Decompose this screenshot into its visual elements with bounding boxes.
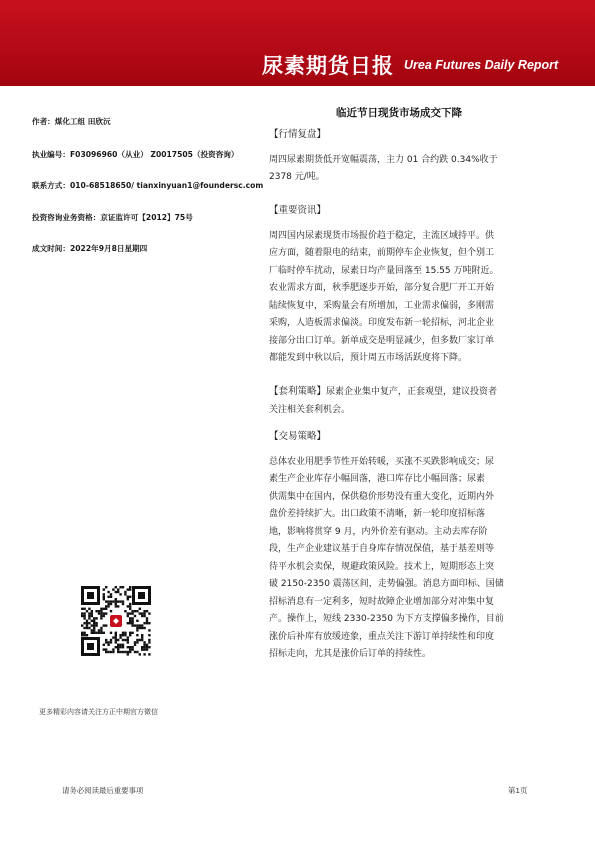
qr-module (105, 639, 107, 641)
qr-module (100, 612, 102, 614)
qr-module (148, 641, 150, 643)
qr-module (119, 644, 121, 646)
qr-module (127, 598, 129, 600)
qr-module (88, 617, 90, 619)
qr-module (107, 591, 109, 593)
text-line: 周四国内尿素现货市场报价趋于稳定，主流区域持平。供 (269, 230, 495, 241)
qr-module (86, 634, 88, 636)
qualification-line: 投资咨询业务资格：京证监许可【2012】75号 (32, 213, 193, 222)
qr-module (143, 653, 145, 655)
qr-module (124, 632, 126, 634)
qr-module (103, 593, 105, 595)
section-market-review (269, 126, 547, 187)
qr-module (127, 639, 129, 641)
report-header-banner (0, 0, 595, 86)
qr-module (115, 598, 117, 600)
qr-module (83, 615, 85, 617)
qr-module (119, 593, 121, 595)
qr-module (122, 651, 124, 653)
qr-module (83, 627, 85, 629)
qr-module (131, 617, 133, 619)
qr-module (91, 615, 93, 617)
qr-module (122, 603, 124, 605)
qr-module (91, 610, 93, 612)
qr-module (122, 639, 124, 641)
qr-module (143, 612, 145, 614)
qr-module (95, 610, 97, 612)
qr-module (88, 627, 90, 629)
footer-notice: 请务必阅读最后重要事项 (62, 786, 144, 795)
qr-module (91, 629, 93, 631)
report-title-cn: 尿素期货日报 (262, 54, 394, 78)
qr-module (129, 596, 131, 598)
qr-module (107, 596, 109, 598)
qr-module (91, 632, 93, 634)
qr-module (93, 620, 95, 622)
qr-module (131, 620, 133, 622)
qr-module (88, 622, 90, 624)
qr-module (148, 629, 150, 631)
qr-module (117, 646, 119, 648)
qr-module (115, 646, 117, 648)
section-body (269, 228, 545, 368)
text-span: 尿素企业集中复产，正套观望，建议投资者 (326, 387, 498, 397)
text-line: 地，影响将贯穿 9 月，内外价差有驱动。主动去库存阶 (269, 526, 488, 537)
qr-module (143, 646, 145, 648)
text-line: 素生产企业库存小幅回落，港口库存比小幅回落；尿素 (269, 474, 486, 484)
qr-module (127, 605, 129, 607)
qr-module (98, 612, 100, 614)
qr-module (129, 586, 131, 588)
qr-module (98, 632, 100, 634)
qr-module (146, 644, 148, 646)
contact-line: 联系方式：010-68518650/ tianxinyuan1@foundersc.com (32, 181, 264, 190)
qr-module (122, 634, 124, 636)
qr-module (110, 600, 112, 602)
qr-module (103, 648, 105, 650)
qr-module (105, 648, 107, 650)
qr-module (127, 615, 129, 617)
qr-module (141, 627, 143, 629)
qr-module (117, 644, 119, 646)
qr-module (119, 586, 121, 588)
text-line: 关注相关套利机会。 (269, 404, 351, 415)
qr-module (139, 639, 141, 641)
qr-module (115, 641, 117, 643)
qr-module (129, 603, 131, 605)
qr-module (115, 605, 117, 607)
qr-module (88, 612, 90, 614)
text-line: 招标消息有一定利多，短时故障企业增加部分对冲集中复 (269, 596, 495, 607)
qr-module (103, 596, 105, 598)
qr-module (81, 632, 83, 634)
qr-module (110, 641, 112, 643)
qr-module (136, 610, 138, 612)
qr-module (105, 651, 107, 653)
qr-module (141, 646, 143, 648)
qr-module (139, 627, 141, 629)
section-heading: 【行情复盘】 (269, 129, 327, 140)
qr-module (124, 639, 126, 641)
qr-module (139, 612, 141, 614)
qr-module (115, 639, 117, 641)
qr-module (86, 624, 88, 626)
qr-module (124, 591, 126, 593)
qr-module (148, 622, 150, 624)
qr-module (136, 627, 138, 629)
section-important-news (269, 202, 547, 368)
qr-module (110, 632, 112, 634)
qr-module (127, 596, 129, 598)
qr-module (122, 600, 124, 602)
qr-module (105, 600, 107, 602)
qr-module (93, 629, 95, 631)
text-line: 周四尿素期货低开宽幅震荡，主力 01 合约跌 0.34%收于 (269, 154, 498, 165)
qr-module (131, 612, 133, 614)
qr-module (141, 615, 143, 617)
text-line: 供需集中在国内，保供稳价形势没有重大变化，近期内外 (269, 491, 495, 502)
qr-module (127, 622, 129, 624)
qr-module (110, 651, 112, 653)
qr-module (86, 620, 88, 622)
qr-module (119, 600, 121, 602)
qr-module (115, 632, 117, 634)
qr-module (105, 612, 107, 614)
qr-module (117, 605, 119, 607)
qr-module (143, 641, 145, 643)
section-body (269, 383, 545, 419)
qr-module (100, 617, 102, 619)
qr-module (134, 644, 136, 646)
qr-module (88, 615, 90, 617)
qr-module (105, 605, 107, 607)
qr-module (100, 627, 102, 629)
qr-module (83, 612, 85, 614)
qr-module (115, 600, 117, 602)
qr-module (146, 622, 148, 624)
qr-module (83, 632, 85, 634)
qr-module (83, 608, 85, 610)
qr-module (115, 634, 117, 636)
qr-module (141, 612, 143, 614)
license-line: 执业编号：F03096960（从业） Z0017505（投资咨询） (32, 150, 239, 159)
qr-module (105, 586, 107, 588)
qr-module (93, 617, 95, 619)
qr-module (129, 651, 131, 653)
qr-module (110, 593, 112, 595)
qr-module (112, 648, 114, 650)
qr-module (98, 629, 100, 631)
qr-module (136, 639, 138, 641)
qr-module (105, 641, 107, 643)
qr-module (112, 651, 114, 653)
qr-module (143, 644, 145, 646)
qr-module (107, 644, 109, 646)
qr-module (127, 636, 129, 638)
qr-module (93, 624, 95, 626)
qr-module (103, 644, 105, 646)
qr-module (129, 646, 131, 648)
text-line: 产。操作上，短线 2330-2350 为下方支撑偏多操作，目前 (269, 614, 504, 624)
qr-module (136, 651, 138, 653)
qr-module (134, 641, 136, 643)
qr-module (86, 610, 88, 612)
qr-module (122, 644, 124, 646)
section-heading: 【交易策略】 (269, 431, 327, 442)
qr-module (146, 610, 148, 612)
qr-module (146, 620, 148, 622)
qr-module (146, 646, 148, 648)
qr-module (148, 639, 150, 641)
text-line: 陆续恢复中，采购量会有所增加，工业需求偏弱，多刚需 (269, 300, 495, 311)
qr-module (103, 598, 105, 600)
section-trading-strategy (269, 428, 547, 664)
qr-module (86, 622, 88, 624)
qr-module (91, 624, 93, 626)
qr-module (112, 588, 114, 590)
qr-module (115, 586, 117, 588)
qr-module (105, 624, 107, 626)
qr-module (110, 596, 112, 598)
qr-module (81, 612, 83, 614)
section-heading: 【套利策略】 (269, 386, 327, 397)
qr-module (134, 624, 136, 626)
qr-module (141, 634, 143, 636)
article-title: 临近节日现货市场成交下降 (336, 107, 462, 119)
qr-module (122, 586, 124, 588)
qr-module (131, 624, 133, 626)
qr-module (141, 648, 143, 650)
qr-module (139, 608, 141, 610)
text-line: 破 2150-2350 震荡区间，走势偏强。消息方面印标、国储 (269, 579, 504, 589)
qr-module (110, 610, 112, 612)
qr-module (93, 632, 95, 634)
qr-module (141, 636, 143, 638)
qr-module (124, 593, 126, 595)
qr-module (115, 591, 117, 593)
qr-module (112, 600, 114, 602)
section-body (269, 454, 545, 664)
qr-module (81, 608, 83, 610)
text-line: 农业需求方面，秋季肥逐步开始，部分复合肥厂开工开始 (269, 283, 495, 293)
qr-module (100, 615, 102, 617)
qr-module (100, 608, 102, 610)
qr-module (129, 632, 131, 634)
qr-module (127, 651, 129, 653)
qr-module (98, 610, 100, 612)
qr-module (124, 651, 126, 653)
text-line: 招标走向，尤其是涨价后订单的持续性。 (269, 649, 432, 659)
author-line: 作者：煤化工组 田欣沅 (32, 117, 111, 126)
qr-module (107, 603, 109, 605)
qr-module (136, 624, 138, 626)
qr-module (117, 600, 119, 602)
qr-module (127, 588, 129, 590)
qr-module (134, 610, 136, 612)
qr-module (122, 646, 124, 648)
qr-module (115, 636, 117, 638)
qr-module (143, 615, 145, 617)
qr-module (112, 636, 114, 638)
qr-module (148, 634, 150, 636)
qr-module (136, 641, 138, 643)
text-line: 采购，人造板需求偏淡。印度发布新一轮招标，河北企业 (269, 318, 495, 328)
text-line: 盘价差持续扩大。出口政策不清晰，新一轮印度招标落 (269, 509, 486, 519)
qr-module (117, 591, 119, 593)
qr-module (146, 617, 148, 619)
qr-module (127, 646, 129, 648)
qr-module (81, 634, 83, 636)
qr-module (100, 632, 102, 634)
qr-module (119, 651, 121, 653)
qr-module (83, 622, 85, 624)
qr-module (100, 610, 102, 612)
qr-module (117, 639, 119, 641)
page-number: 第1页 (508, 786, 528, 795)
qr-module (107, 651, 109, 653)
qr-module (124, 634, 126, 636)
qr-module (129, 605, 131, 607)
qr-module (129, 588, 131, 590)
qr-module (86, 627, 88, 629)
qr-module (134, 651, 136, 653)
qr-module (110, 603, 112, 605)
text-line: 应方面，随着限电的结束，前期停车企业恢复，但个别工 (269, 248, 495, 258)
qr-module (83, 634, 85, 636)
date-line: 成文时间：2022年9月8日星期四 (32, 244, 148, 253)
qr-module (107, 605, 109, 607)
qr-module (119, 646, 121, 648)
qr-module (117, 588, 119, 590)
qr-module (136, 634, 138, 636)
qr-module (81, 624, 83, 626)
qr-module (143, 627, 145, 629)
qr-module (103, 632, 105, 634)
qr-module (139, 624, 141, 626)
text-line: 2378 元/吨。 (269, 172, 325, 182)
qr-module (91, 620, 93, 622)
qr-module (141, 624, 143, 626)
qr-module (131, 622, 133, 624)
text-line: 涨价后补库有放缓迹象，重点关注下游订单持续性和印度 (269, 631, 495, 642)
qr-module (131, 648, 133, 650)
text-line: 厂临时停车扰动，尿素日均产量回落至 15.55 万吨附近。 (269, 265, 499, 276)
qr-module (148, 646, 150, 648)
qr-module (105, 608, 107, 610)
qr-module (127, 641, 129, 643)
qr-module (119, 636, 121, 638)
qr-module (129, 620, 131, 622)
qr-module (143, 610, 145, 612)
qr-module (131, 610, 133, 612)
report-title-en: Urea Futures Daily Report (404, 58, 559, 72)
qr-module (122, 632, 124, 634)
qr-module (143, 648, 145, 650)
qr-module (148, 612, 150, 614)
qr-module (93, 622, 95, 624)
qr-module (103, 615, 105, 617)
qr-module (124, 610, 126, 612)
text-line: 待平水机会卖保，规避政策风险。技术上，短期形态上突 (269, 561, 495, 572)
qr-module (129, 617, 131, 619)
qr-module (131, 646, 133, 648)
qr-module (103, 588, 105, 590)
qr-module (107, 600, 109, 602)
text-line: 都能发到中秋以后，预计周五市场活跃度将下降。 (269, 353, 468, 363)
qr-module (141, 639, 143, 641)
qr-module (83, 617, 85, 619)
qr-module (107, 641, 109, 643)
qr-module (117, 648, 119, 650)
qr-module (136, 620, 138, 622)
qr-module (103, 608, 105, 610)
text-line: 接部分出口订单。新单成交是明显减少，但多数厂家订单 (269, 335, 495, 346)
qr-module (93, 627, 95, 629)
qr-module (143, 622, 145, 624)
qr-module (100, 629, 102, 631)
qr-module (131, 632, 133, 634)
qr-module (129, 608, 131, 610)
qr-code-graphic (80, 585, 152, 657)
qr-module (129, 634, 131, 636)
qr-module (81, 615, 83, 617)
qr-code-icon (80, 585, 152, 657)
qr-module (129, 612, 131, 614)
qr-module (148, 653, 150, 655)
qr-module (103, 612, 105, 614)
qr-module (127, 612, 129, 614)
qr-module (95, 617, 97, 619)
qr-module (110, 639, 112, 641)
qr-module (117, 651, 119, 653)
qr-module (146, 648, 148, 650)
section-heading: 【重要资讯】 (269, 205, 327, 216)
text-line (269, 383, 545, 402)
qr-module (95, 622, 97, 624)
qr-module (88, 608, 90, 610)
qr-module (139, 653, 141, 655)
qr-caption: 更多精彩内容请关注方正中期官方微信 (39, 708, 158, 716)
qr-module (136, 629, 138, 631)
qr-module (115, 603, 117, 605)
qr-module (103, 624, 105, 626)
qr-module (95, 624, 97, 626)
section-body (269, 152, 545, 187)
qr-module (91, 612, 93, 614)
qr-module (119, 634, 121, 636)
text-line: 总体农业用肥季节性开始转暖，买涨不买跌影响成交；尿 (269, 456, 495, 467)
section-arbitrage-strategy (269, 383, 547, 419)
qr-module (129, 622, 131, 624)
qr-module (129, 648, 131, 650)
qr-module (134, 615, 136, 617)
qr-module (127, 653, 129, 655)
text-line: 段，生产企业建议基于自身库存情况保值，基于基差则等 (269, 544, 495, 554)
qr-module (95, 632, 97, 634)
